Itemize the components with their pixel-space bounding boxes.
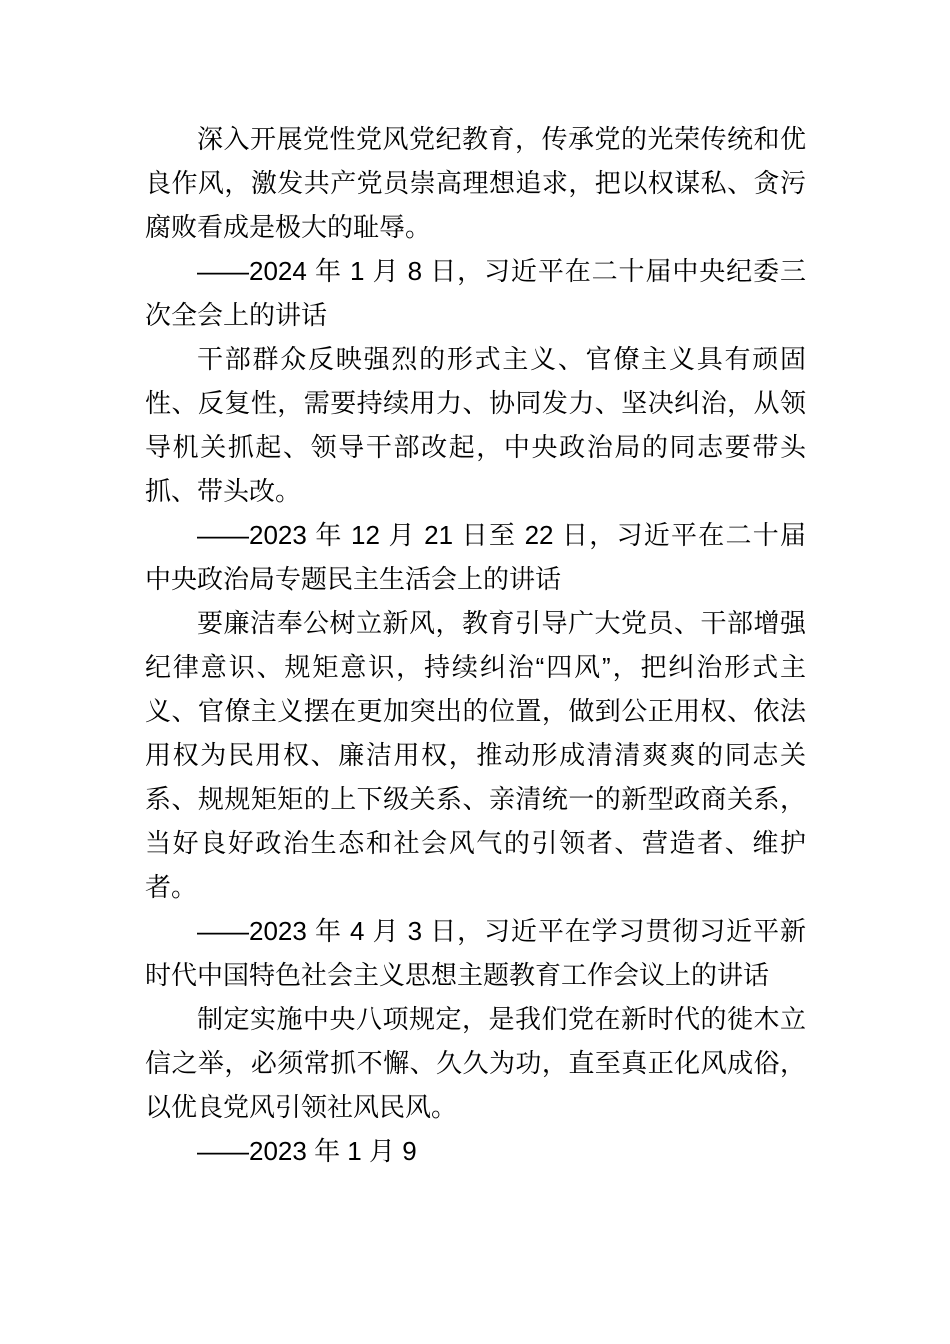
citation-line: ——2024 年 1 月 8 日，习近平在二十届中央纪委三次全会上的讲话 <box>145 256 806 330</box>
quote-paragraph: 制定实施中央八项规定，是我们党在新时代的徙木立信之举，必须常抓不懈、久久为功，直至真正化风成俗，以优良党风引领社风民风。 <box>145 1004 806 1122</box>
document-body <box>145 117 806 1173</box>
quote-paragraph: 干部群众反映强烈的形式主义、官僚主义具有顽固性、反复性，需要持续用力、协同发力、坚决纠治，从领导机关抓起、领导干部改起，中央政治局的同志要带头抓、带头改。 <box>145 344 806 506</box>
citation-line-truncated: ——2023 年 1 月 9 <box>197 1136 417 1166</box>
citation-line: ——2023 年 4 月 3 日，习近平在学习贯彻习近平新时代中国特色社会主义思想主题教育工作会议上的讲话 <box>145 916 806 990</box>
citation-line: ——2023 年 12 月 21 日至 22 日，习近平在二十届中央政治局专题民主生活会上的讲话 <box>145 520 806 594</box>
quote-paragraph: 要廉洁奉公树立新风，教育引导广大党员、干部增强纪律意识、规矩意识，持续纠治“四风”，把纠治形式主义、官僚主义摆在更加突出的位置，做到公正用权、依法用权为民用权、廉洁用权，推动形成清清爽爽的同志关系、规规矩矩的上下级关系、亲清统一的新型政商关系，当好良好政治生态和社会风气的引领者、营造者、维护者。 <box>145 608 806 902</box>
quote-paragraph: 深入开展党性党风党纪教育，传承党的光荣传统和优良作风，激发共产党员崇高理想追求，把以权谋私、贪污腐败看成是极大的耻辱。 <box>145 124 806 242</box>
